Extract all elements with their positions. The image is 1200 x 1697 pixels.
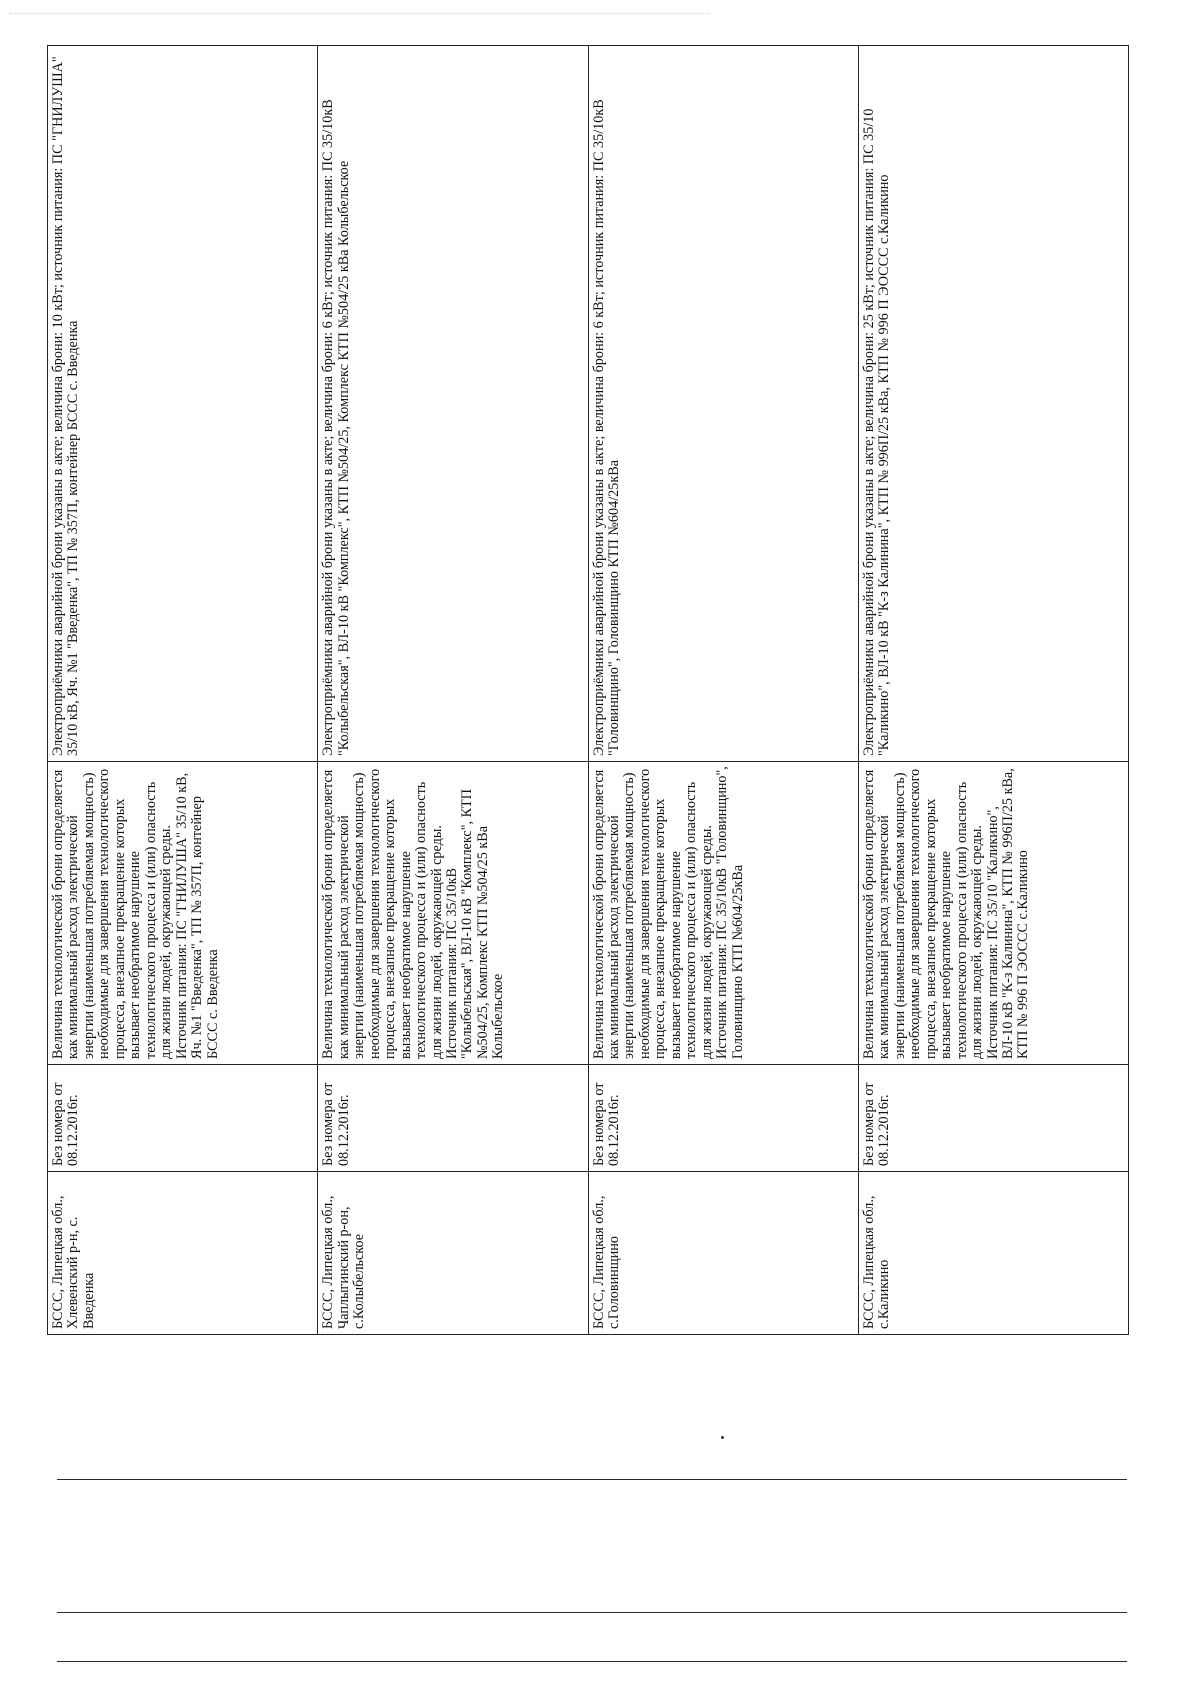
cell-act: Без номера от 08.12.2016г. (589, 1064, 858, 1171)
footer-rule (57, 1612, 1127, 1613)
cell-location: БССС, Липецкая обл., Хлевенский р-н, с. Введенка (48, 1171, 317, 1334)
cell-emergency-reserve: Электроприёмники аварийной брони указаны в акте; величина брони: 6 кВт; источник питания: ПС 35/10кВ "Колыбельская", ВЛ-10 кВ "Комплекс", КТП №504/25, Комплекс КТП №504/25 кВа Колыбельское (320, 99, 352, 756)
cell-location: БССС, Липецкая обл., с.Головинщино (589, 1171, 858, 1334)
cell-emergency-reserve: Электроприёмники аварийной брони указаны в акте; величина брони: 25 кВт; источник питания: ПС 35/10 "Каликино", ВЛ-10 кВ "К-з Калинина", КТП № 996П/25 кВа, КТП № 996 П ЭОССС с.Каликино (860, 108, 893, 756)
table-wrapper (47, 45, 1129, 1335)
cell-act: Без номера от 08.12.2016г. (48, 1064, 317, 1171)
cell-location: БССС, Липецкая обл., с.Каликино (859, 1171, 1128, 1334)
cell-tech-reserve: Величина технологической брони определяется как минимальный расход электрической энергии (наименьшая потребляемая мощность) необходимые для завершения технологического процесса, внезапное прекращение которых вызывает необратимое нарушение технологического процесса и (или) опасность для жизни людей, окружающей среды. Источник питания: ПС 35/10кВ "Головинщино", Головинщино КТП №604/25кВа (589, 761, 858, 1064)
footer-rule (57, 1661, 1127, 1662)
scan-edge-line (10, 13, 710, 14)
table-row (48, 46, 318, 1334)
cell-tech-reserve: Величина технологической брони определяется как минимальный расход электрической энергии (наименьшая потребляемая мощность) необходимые для завершения технологического процесса, внезапное прекращение которых вызывает необратимое нарушение технологического процесса и (или) опасность для жизни людей, окружающей среды. Источник питания: ПС 35/10кВ "Колыбельская", ВЛ-10 кВ "Комплекс", КТП №504/25, Комплекс КТП №504/25 кВа Колыбельское (318, 761, 587, 1064)
scan-speck (721, 1436, 724, 1439)
footer-rule (57, 1479, 1127, 1480)
cell-act: Без номера от 08.12.2016г. (318, 1064, 587, 1171)
cell-emergency-reserve: Электроприёмники аварийной брони указаны в акте; величина брони: 6 кВт; источник питания: ПС 35/10кВ "Головинщино", Головинщино КТП №604/25кВа (590, 99, 622, 756)
cell-emergency-reserve: Электроприёмники аварийной брони указаны в акте; величина брони: 10 кВт; источник питания: ПС "ГНИЛУША" 35/10 кВ, Яч. №1 "Введенка", ТП № 357П, контейнер БССС с. Введенка (50, 56, 82, 756)
table-row (318, 46, 588, 1334)
reserve-table (47, 45, 1129, 1335)
cell-act: Без номера от 08.12.2016г. (859, 1064, 1128, 1171)
cell-tech-reserve: Величина технологической брони определяется как минимальный расход электрической энергии (наименьшая потребляемая мощность) необходимые для завершения технологического процесса, внезапное прекращение которых вызывает необратимое нарушение технологического процесса и (или) опасность для жизни людей, окружающей среды. Источник питания: ПС 35/10 "Каликино", ВЛ-10 кВ "К-з Калинина", КТП № 996П/25 кВа, КТП № 996 П ЭОССС с.Каликино (859, 761, 1128, 1064)
table-row (589, 46, 859, 1334)
cell-location: БССС, Липецкая обл., Чаплыгинский р-он, с.Колыбельское (318, 1171, 587, 1334)
table-row (859, 46, 1128, 1334)
cell-tech-reserve: Величина технологической брони определяется как минимальный расход электрической энергии (наименьшая потребляемая мощность) необходимые для завершения технологического процесса, внезапное прекращение которых вызывает необратимое нарушение технологического процесса и (или) опасность для жизни людей, окружающей среды. Источник питания: ПС "ГНИЛУША" 35/10 кВ, Яч. №1 "Введенка", ТП № 357П, контейнер БССС с. Введенка (48, 761, 317, 1064)
